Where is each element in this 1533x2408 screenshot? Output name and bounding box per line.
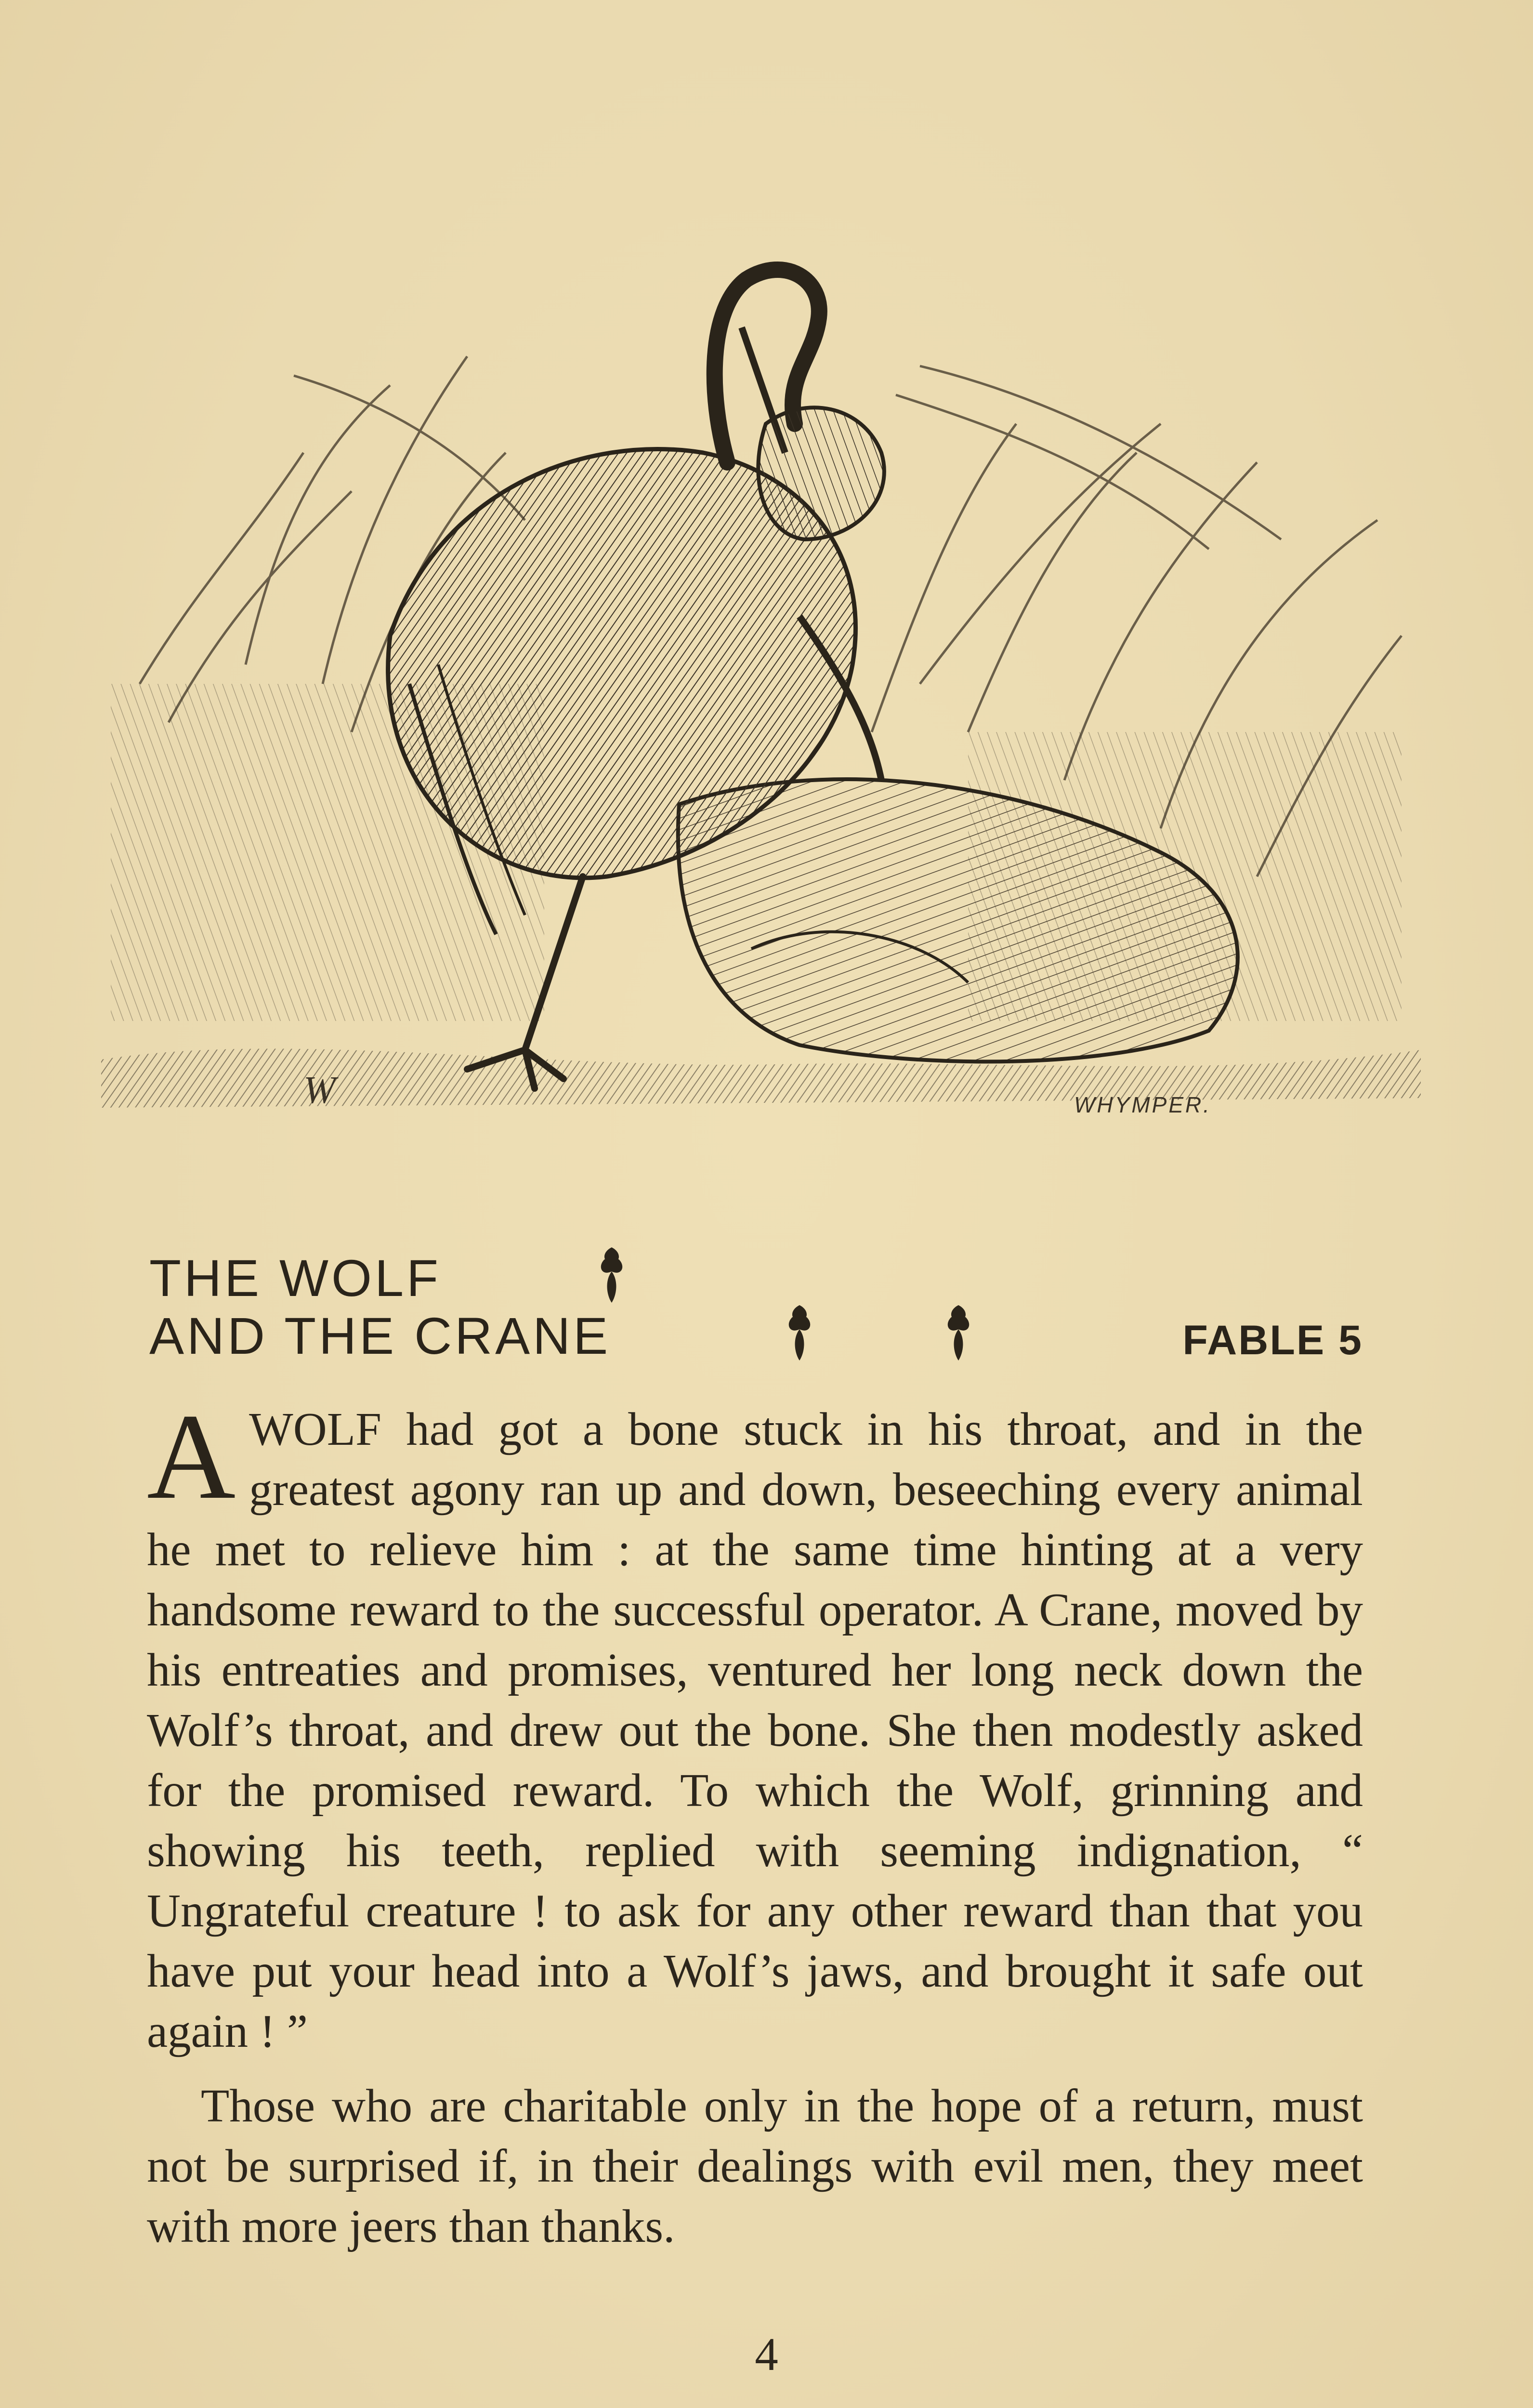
- floral-ornament-icon: [780, 1300, 819, 1363]
- page-number: 4: [755, 2329, 778, 2380]
- drop-cap: A: [147, 1389, 236, 1525]
- engraver-credit: WHYMPER.: [1074, 1092, 1211, 1117]
- floral-ornament-icon: [592, 1243, 631, 1305]
- wolf-and-crane-engraving-icon: [101, 250, 1421, 1132]
- wolf-head: [758, 407, 884, 539]
- artist-signature: W: [303, 1069, 336, 1112]
- floral-ornament-icon: [939, 1300, 978, 1363]
- title-line-1: THE WOLF: [149, 1249, 441, 1307]
- fable-number: FABLE 5: [1182, 1317, 1363, 1363]
- fable-title-block: [149, 1243, 1363, 1368]
- fable-paragraph-text: WOLF had got a bone stuck in his throat, and in the greatest agony ran up and down, beseeching every animal he met to relieve him : at the same time hinting at a very handsome reward to the successful operator. A Crane, moved by his entreaties and promises, ventured her long neck down the Wolf’s throat, and drew out the bone. She then modestly asked for the promised reward. To which the Wolf, grinning and showing his teeth, replied with seeming indignation, “ Ungrateful creature ! to ask for any other reward than that you have put your head into a Wolf’s jaws, and brought it safe out again ! ”: [147, 1403, 1363, 2057]
- fable-body: [147, 1389, 1363, 2256]
- ground: [101, 1048, 1421, 1108]
- fable-moral: Those who are charitable only in the hope of a return, must not be surprised if, in their dealings with evil men, they meet with more jeers than thanks.: [147, 2080, 1363, 2252]
- title-line-2: AND THE CRANE: [149, 1307, 611, 1365]
- fable-paragraph: [147, 1389, 1363, 2061]
